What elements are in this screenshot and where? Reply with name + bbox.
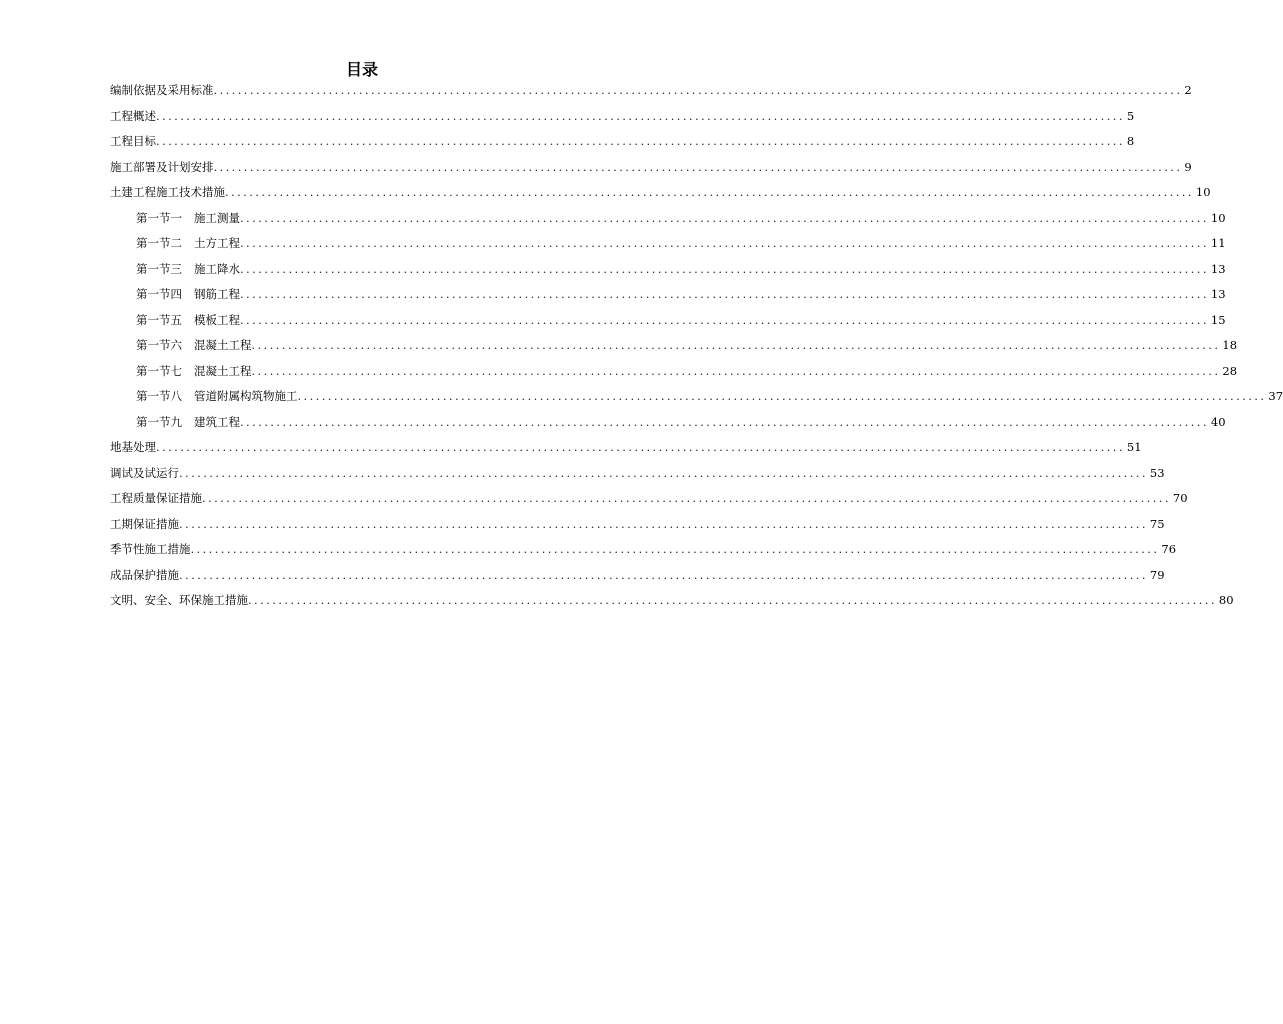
toc-entry-text: 模板工程 [194, 312, 240, 327]
toc-section-entry[interactable] [110, 488, 1188, 514]
toc-page-number: 51 [1126, 440, 1142, 454]
toc-entry-text: 土建工程施工技术措施 [110, 185, 225, 199]
toc-entry-label [110, 488, 202, 508]
toc-entry-text: 管道附属构筑物施工 [194, 389, 298, 403]
toc-section-entry[interactable] [110, 463, 1165, 489]
toc-page-number: 11 [1210, 236, 1226, 250]
toc-section-entry[interactable] [110, 131, 1135, 157]
toc-entry-label [110, 131, 156, 151]
toc-section-entry[interactable] [110, 157, 1192, 183]
toc-entry-label [110, 106, 156, 126]
toc-dot-leader: ................................................................................................................................................................ [240, 287, 1209, 301]
toc-entry-text: 混凝土工程 [194, 363, 252, 378]
toc-entry-label [136, 386, 298, 406]
toc-dot-leader: ................................................................................................................................................................ [179, 567, 1148, 582]
toc-subsection-entry[interactable] [110, 310, 1226, 336]
toc-entry-text: 施工降水 [194, 261, 240, 276]
toc-entry-text: 施工部署及计划安排 [110, 159, 214, 174]
toc-page-number: 2 [1184, 83, 1192, 97]
toc-dot-leader: ................................................................................................................................................................ [248, 593, 1217, 607]
toc-page-number: 8 [1126, 134, 1135, 148]
toc-page-number: 9 [1184, 159, 1192, 174]
toc-page-number: 76 [1161, 542, 1177, 556]
toc-page-number: 70 [1172, 491, 1188, 505]
toc-page-number: 75 [1149, 516, 1165, 531]
toc-subsection-entry[interactable] [110, 259, 1226, 285]
toc-dot-leader: ................................................................................................................................................................ [240, 261, 1209, 276]
toc-section-number: 第一节八 [136, 389, 182, 403]
toc-entry-label [136, 259, 240, 279]
toc-section-number: 第一节九 [136, 414, 182, 429]
toc-page-number: 18 [1222, 338, 1238, 352]
toc-section-entry[interactable] [110, 565, 1165, 591]
toc-entry-label [110, 463, 179, 483]
toc-dot-leader: ................................................................................................................................................................ [156, 440, 1125, 454]
toc-page-number: 79 [1149, 567, 1165, 582]
toc-subsection-entry[interactable] [110, 335, 1238, 361]
toc-dot-leader: ................................................................................................................................................................ [202, 491, 1171, 505]
toc-page-number: 37 [1268, 389, 1283, 403]
toc-entry-label [110, 565, 179, 585]
toc-entry-label [136, 208, 240, 228]
toc-dot-leader: ................................................................................................................................................................ [156, 108, 1125, 123]
toc-subsection-entry[interactable] [110, 208, 1226, 234]
toc-entry-label [136, 310, 240, 330]
toc-subsection-entry[interactable] [110, 386, 1283, 412]
toc-dot-leader: ................................................................................................................................................................ [213, 83, 1183, 97]
toc-entry-text: 施工测量 [194, 210, 240, 225]
toc-dot-leader: ................................................................................................................................................................ [179, 465, 1148, 480]
toc-entry-label [110, 437, 156, 457]
toc-section-entry[interactable] [110, 590, 1234, 616]
toc-page-number: 53 [1149, 465, 1165, 480]
toc-entry-text: 工程质量保证措施 [110, 491, 202, 505]
toc-entry-text: 建筑工程 [194, 414, 240, 429]
toc-entry-label [110, 539, 191, 559]
toc-section-number: 第一节七 [136, 363, 182, 378]
toc-entry-text: 季节性施工措施 [110, 542, 191, 556]
toc-subsection-entry[interactable] [110, 233, 1226, 259]
toc-entry-label [110, 514, 179, 534]
toc-page-number: 15 [1210, 312, 1226, 327]
toc-dot-leader: ................................................................................................................................................................ [240, 236, 1209, 250]
toc-entry-text: 工程目标 [110, 134, 156, 148]
toc-entry-text: 钢筋工程 [194, 287, 240, 301]
table-of-contents [110, 80, 1283, 616]
toc-page-number: 40 [1210, 414, 1226, 429]
toc-section-number: 第一节四 [136, 287, 182, 301]
toc-dot-leader: ................................................................................................................................................................ [213, 159, 1183, 174]
toc-entry-label [136, 412, 240, 432]
toc-section-number: 第一节二 [136, 236, 182, 250]
toc-entry-label [110, 80, 214, 100]
toc-entry-text: 地基处理 [110, 440, 156, 454]
toc-dot-leader: ................................................................................................................................................................ [240, 312, 1209, 327]
toc-subsection-entry[interactable] [110, 412, 1226, 438]
toc-entry-text: 土方工程 [194, 236, 240, 250]
toc-entry-label [136, 335, 252, 355]
toc-page-number: 28 [1222, 363, 1238, 378]
toc-dot-leader: ................................................................................................................................................................ [225, 185, 1194, 199]
toc-subsection-entry[interactable] [110, 361, 1238, 387]
toc-page-number: 80 [1218, 593, 1234, 607]
toc-dot-leader: ................................................................................................................................................................ [156, 134, 1125, 148]
toc-dot-leader: ................................................................................................................................................................ [240, 210, 1209, 225]
toc-page-number: 13 [1210, 287, 1226, 301]
toc-dot-leader: ................................................................................................................................................................ [251, 338, 1221, 352]
toc-entry-label [136, 284, 240, 304]
toc-dot-leader: ................................................................................................................................................................ [297, 389, 1267, 403]
toc-entry-text: 编制依据及采用标准 [110, 83, 214, 97]
toc-entry-text: 混凝土工程 [194, 338, 252, 352]
toc-section-entry[interactable] [110, 514, 1165, 540]
toc-section-number: 第一节五 [136, 312, 182, 327]
toc-dot-leader: ................................................................................................................................................................ [251, 363, 1221, 378]
toc-page-number: 13 [1210, 261, 1226, 276]
toc-section-entry[interactable] [110, 539, 1177, 565]
toc-entry-label [110, 157, 214, 177]
toc-entry-label [110, 182, 225, 202]
toc-entry-text: 工期保证措施 [110, 516, 179, 531]
toc-entry-label [136, 233, 240, 253]
toc-section-entry[interactable] [110, 182, 1211, 208]
toc-dot-leader: ................................................................................................................................................................ [179, 516, 1148, 531]
toc-title: 目录 [345, 60, 378, 79]
toc-entry-label [136, 361, 252, 381]
toc-dot-leader: ................................................................................................................................................................ [240, 414, 1209, 429]
toc-subsection-entry[interactable] [110, 284, 1226, 310]
toc-entry-text: 调试及试运行 [110, 465, 179, 480]
toc-entry-text: 文明、安全、环保施工措施 [110, 593, 248, 607]
toc-entry-text: 成品保护措施 [110, 567, 179, 582]
toc-section-entry[interactable] [110, 106, 1135, 132]
toc-section-entry[interactable] [110, 80, 1192, 106]
toc-page-number: 10 [1195, 185, 1211, 199]
toc-page-number: 10 [1210, 210, 1226, 225]
toc-section-entry[interactable] [110, 437, 1142, 463]
toc-entry-label [110, 590, 248, 610]
toc-page-number: 5 [1126, 108, 1135, 123]
toc-dot-leader: ................................................................................................................................................................ [190, 542, 1160, 556]
toc-entry-text: 工程概述 [110, 108, 156, 123]
toc-section-number: 第一节三 [136, 261, 182, 276]
toc-section-number: 第一节一 [136, 210, 182, 225]
toc-section-number: 第一节六 [136, 338, 182, 352]
